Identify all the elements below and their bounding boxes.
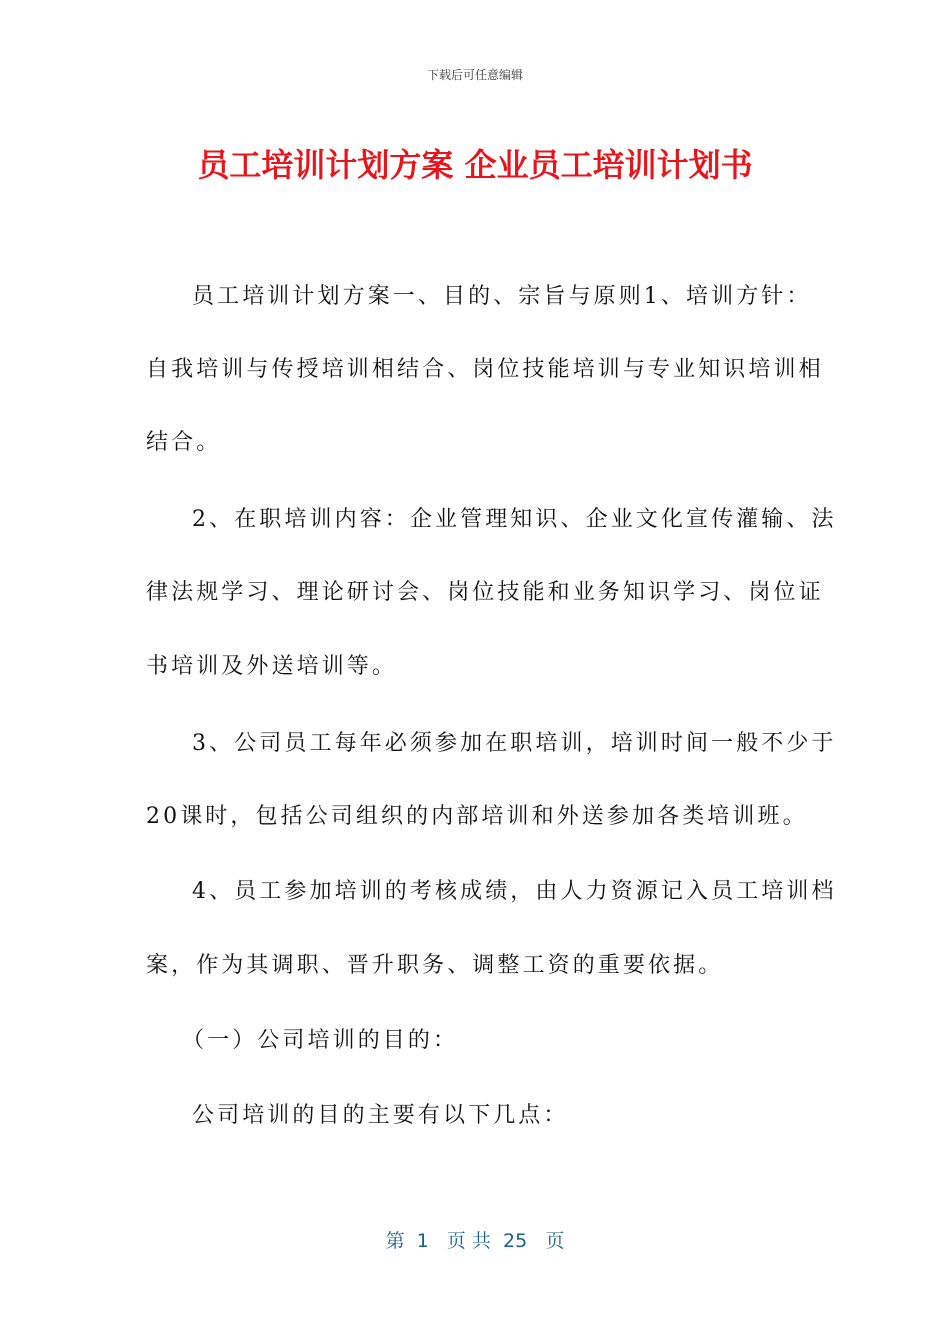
body-line: 案，作为其调职、晋升职务、调整工资的重要依据。 — [146, 953, 724, 978]
body-line: 3、公司员工每年必须参加在职培训，培训时间一般不少于 — [192, 731, 837, 756]
header-note: 下载后可任意编辑 — [426, 68, 523, 82]
section-heading: （一）公司培训的目的： — [182, 1028, 459, 1053]
body-line: 自我培训与传授培训相结合、岗位技能培训与专业知识培训相 — [146, 357, 824, 382]
body-line: 4、员工参加培训的考核成绩，由人力资源记入员工培训档 — [192, 879, 837, 904]
body-line: 员工培训计划方案一、目的、宗旨与原则1、培训方针： — [192, 284, 812, 309]
document-title: 员工培训计划方案 企业员工培训计划书 — [197, 146, 753, 184]
page-footer: 第 1 页 共 25 页 — [385, 1230, 565, 1252]
body-line: 2、在职培训内容：企业管理知识、企业文化宣传灌输、法 — [192, 507, 837, 532]
body-line: 公司培训的目的主要有以下几点： — [192, 1103, 569, 1128]
body-line: 20课时，包括公司组织的内部培训和外送参加各类培训班。 — [146, 804, 808, 829]
body-line: 律法规学习、理论研讨会、岗位技能和业务知识学习、岗位证 — [146, 580, 824, 605]
body-line: 书培训及外送培训等。 — [146, 654, 398, 679]
body-line: 结合。 — [146, 430, 222, 455]
